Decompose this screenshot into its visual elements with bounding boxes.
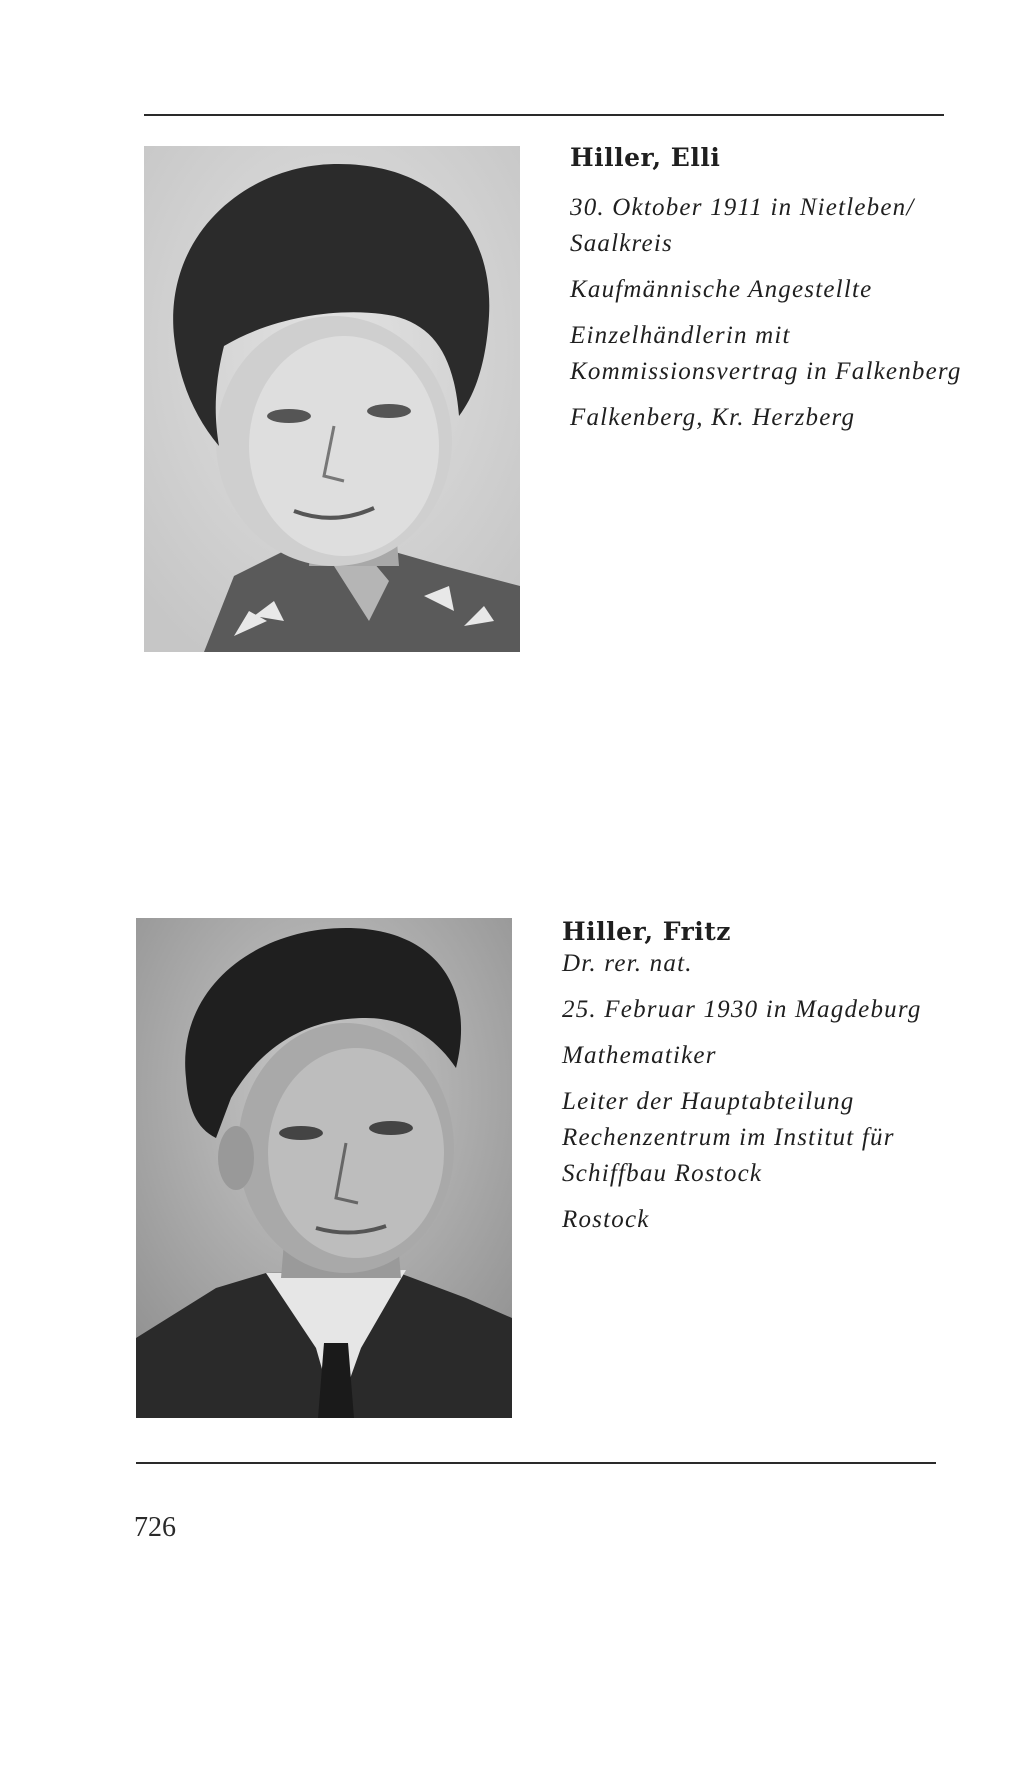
- entry-name: Hiller, Fritz: [562, 917, 731, 946]
- entry-name: Hiller, Elli: [570, 143, 721, 172]
- birth-line-1: 25. Februar 1930 in Magdeburg: [562, 996, 922, 1023]
- bottom-rule: [136, 1462, 936, 1464]
- profession: Mathematiker: [562, 1042, 717, 1069]
- birth-line-1: 30. Oktober 1911 in Nietleben/: [570, 194, 915, 221]
- position-line-2: Kommissionsvertrag in Falkenberg: [570, 358, 962, 385]
- position-line-1: Leiter der Hauptabteilung: [562, 1088, 855, 1115]
- position-line-1: Einzelhändlerin mit: [570, 322, 791, 349]
- profession: Kaufmännische Angestellte: [570, 276, 873, 303]
- page-number: 726: [134, 1512, 176, 1543]
- residence: Falkenberg, Kr. Herzberg: [570, 404, 856, 431]
- academic-title: Dr. rer. nat.: [562, 950, 693, 977]
- top-rule: [144, 114, 944, 116]
- birth-line-2: Saalkreis: [570, 230, 673, 257]
- portrait-photo-elli-hiller: [144, 146, 520, 652]
- position-line-3: Schiffbau Rostock: [562, 1160, 763, 1187]
- residence: Rostock: [562, 1206, 650, 1233]
- position-line-2: Rechenzentrum im Institut für: [562, 1124, 895, 1151]
- entry-fritz-hiller: [562, 917, 1002, 1238]
- entry-elli-hiller: [570, 143, 1010, 436]
- portrait-photo-fritz-hiller: [136, 918, 512, 1418]
